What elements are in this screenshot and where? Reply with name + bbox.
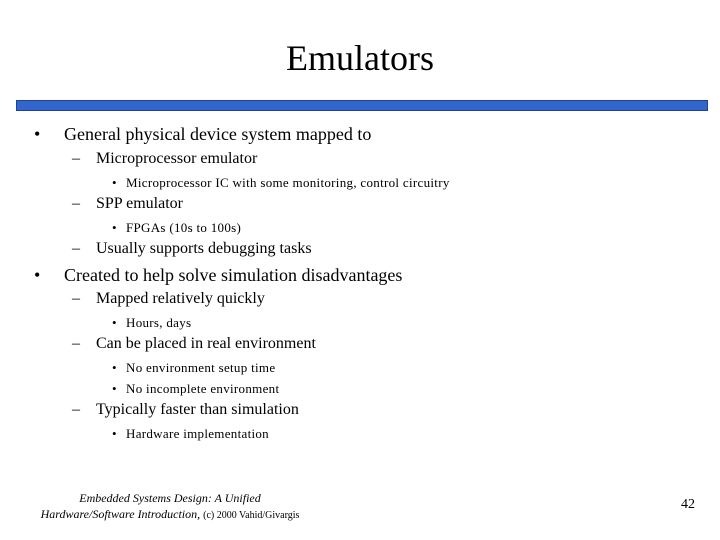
sub-text: Microprocessor IC with some monitoring, control circuitry	[126, 175, 450, 190]
page-number: 42	[681, 497, 695, 512]
dash-marker: –	[72, 150, 80, 167]
sub-bullet-marker: •	[112, 360, 117, 375]
bullet-item-2	[34, 264, 402, 286]
footer-book-subtitle: Hardware/Software Introduction,	[40, 507, 201, 521]
dash-marker: –	[72, 240, 80, 257]
sub-bullet-marker: •	[112, 220, 117, 235]
sub-item-2-2-1	[112, 359, 275, 376]
dash-marker: –	[72, 401, 80, 418]
dash-item-1-2	[72, 194, 183, 214]
sub-item-2-2-2	[112, 380, 279, 397]
footer-copyright: (c) 2000 Vahid/Givargis	[203, 510, 300, 521]
dash-item-2-2	[72, 334, 316, 354]
sub-item-1-2-1	[112, 219, 241, 236]
sub-item-1-1-1	[112, 174, 450, 191]
dash-text: SPP emulator	[96, 195, 183, 212]
sub-bullet-marker: •	[112, 315, 117, 330]
dash-text: Can be placed in real environment	[96, 335, 316, 352]
sub-text: Hours, days	[126, 315, 192, 330]
dash-item-2-1	[72, 289, 265, 309]
bullet-item-1	[34, 123, 371, 145]
slide-title: Emulators	[286, 38, 434, 78]
sub-text: No incomplete environment	[126, 381, 280, 396]
sub-text: No environment setup time	[126, 360, 276, 375]
dash-item-1-1	[72, 149, 257, 169]
sub-text: Hardware implementation	[126, 426, 269, 441]
dash-item-1-3	[72, 239, 312, 259]
footer-book-title-line2	[20, 506, 320, 524]
dash-item-2-3	[72, 400, 299, 420]
dash-text: Typically faster than simulation	[96, 401, 299, 418]
bullet-marker: •	[34, 124, 41, 144]
sub-item-2-3-1	[112, 425, 269, 442]
sub-bullet-marker: •	[112, 381, 117, 396]
dash-text: Mapped relatively quickly	[96, 290, 265, 307]
sub-text: FPGAs (10s to 100s)	[126, 220, 242, 235]
bullet-text: General physical device system mapped to	[64, 124, 372, 144]
dash-text: Microprocessor emulator	[96, 150, 258, 167]
dash-text: Usually supports debugging tasks	[96, 240, 312, 257]
title-underline-bar	[16, 100, 708, 111]
bullet-text: Created to help solve simulation disadvantages	[64, 265, 403, 285]
slide-footer	[20, 490, 320, 524]
dash-marker: –	[72, 290, 80, 307]
sub-item-2-1-1	[112, 314, 191, 331]
sub-bullet-marker: •	[112, 426, 117, 441]
footer-book-title-line1: Embedded Systems Design: A Unified	[79, 491, 261, 505]
bullet-marker: •	[34, 265, 41, 285]
dash-marker: –	[72, 195, 80, 212]
dash-marker: –	[72, 335, 80, 352]
sub-bullet-marker: •	[112, 175, 117, 190]
